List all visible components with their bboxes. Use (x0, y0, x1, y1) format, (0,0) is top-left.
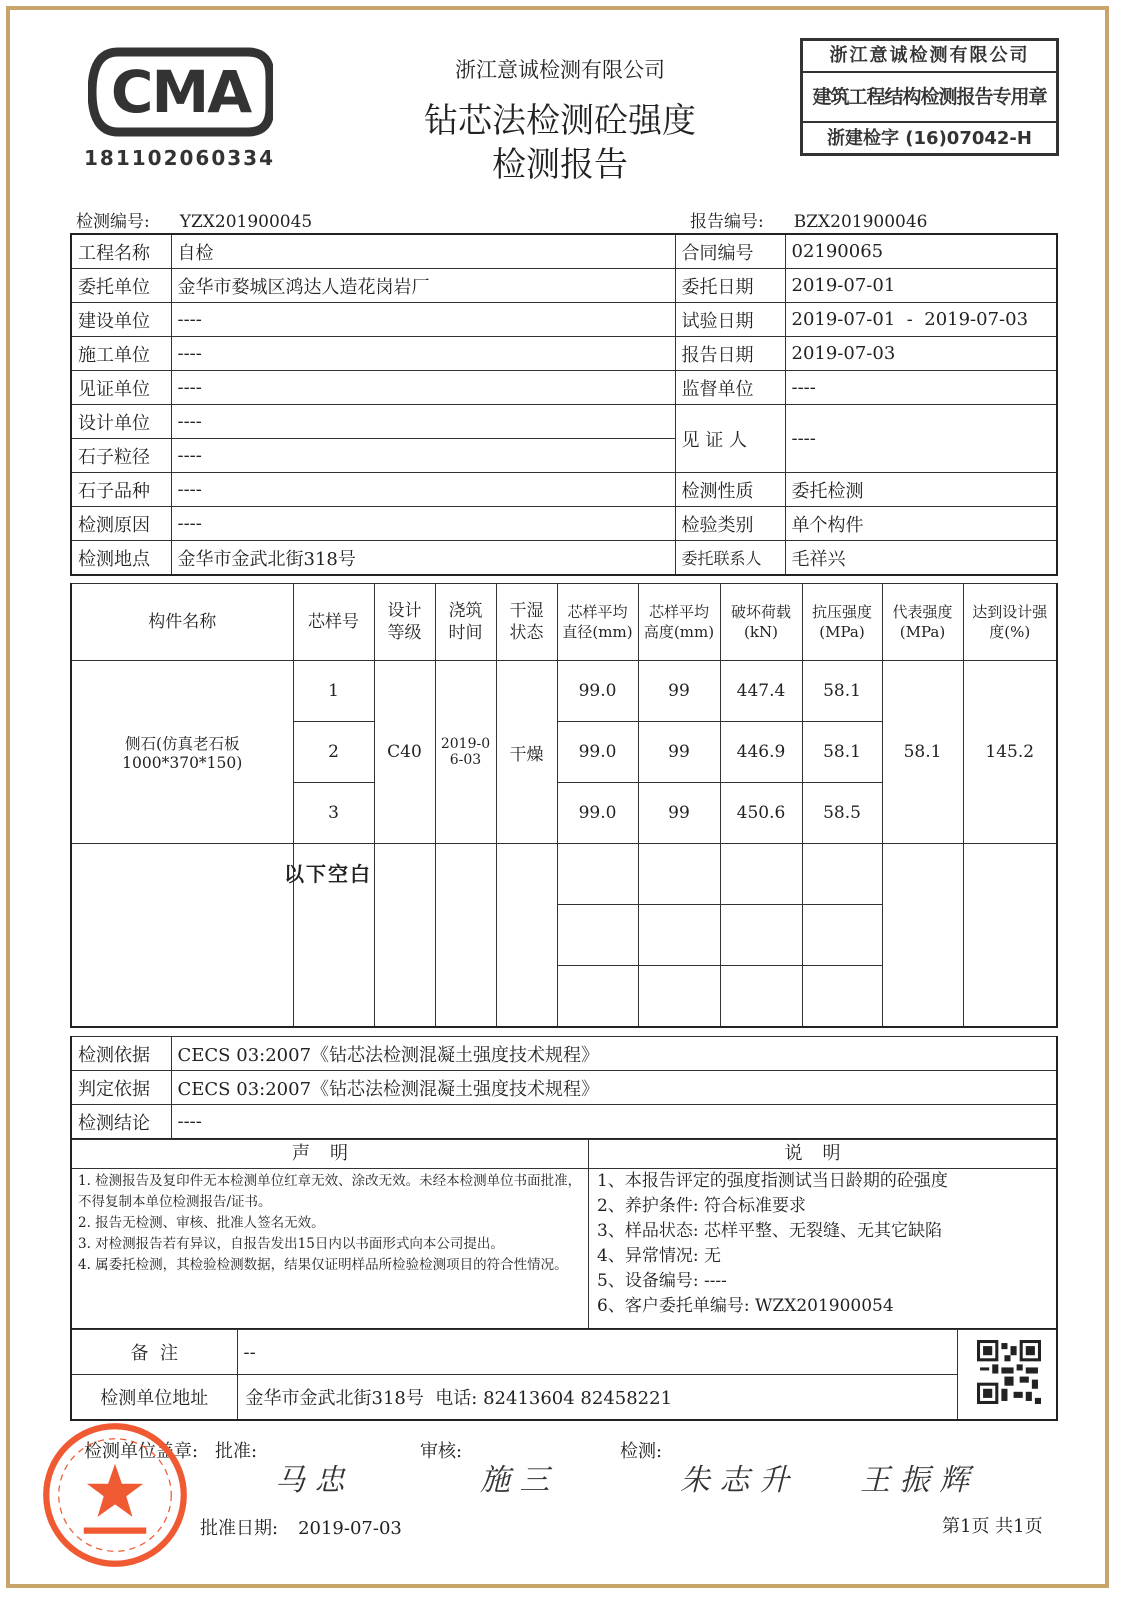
info-label: 施工单位 (71, 337, 171, 371)
report-title: 钻芯法检测砼强度 (424, 101, 696, 141)
approve-date-value: 2019-07-03 (298, 1518, 402, 1539)
address-value: 金华市金武北街318号 电话: 82413604 82458221 (245, 1388, 673, 1409)
remarks-value: -- (237, 1330, 957, 1375)
declaration-item: 3. 对检测报告若有异议，自报告发出15日内以书面形式向本公司提出。 (78, 1236, 504, 1252)
info-label: 监督单位 (675, 371, 785, 405)
notes-panel (589, 1140, 1056, 1328)
col-header: 破坏荷载(kN) (720, 584, 802, 661)
report-subtitle: 检测报告 (492, 145, 628, 185)
red-company-seal (40, 1420, 190, 1570)
seal-label: 检测单位盖章: (84, 1441, 199, 1462)
sample-row (71, 661, 1057, 722)
info-label: 试验日期 (675, 303, 785, 337)
pour-date: 2019-06-03 (435, 661, 496, 844)
height: 99 (638, 722, 720, 783)
info-value: 2019-07-03 (785, 337, 1057, 371)
info-label: 石子粒径 (71, 439, 171, 473)
basis-label: 判定依据 (71, 1071, 171, 1105)
approve-date-label: 批准日期: (200, 1518, 279, 1539)
info-row (71, 405, 1057, 439)
basis-value: CECS 03:2007《钻芯法检测混凝土强度技术规程》 (171, 1037, 1057, 1071)
report-number-value: BZX201900046 (793, 212, 928, 232)
diameter: 99.0 (557, 783, 638, 844)
info-value: ---- (171, 507, 675, 541)
info-row (71, 371, 1057, 405)
info-label: 工程名称 (71, 234, 171, 269)
info-label: 见证单位 (71, 371, 171, 405)
info-value: 2019-07-01 - 2019-07-03 (785, 303, 1057, 337)
info-label: 石子品种 (71, 473, 171, 507)
page-info: 第1页 共1页 (942, 1516, 1043, 1537)
stamp-company: 浙江意诚检测有限公司 (803, 41, 1056, 73)
info-value: 自检 (171, 234, 675, 269)
note-item: 3、样品状态: 芯样平整、无裂缝、无其它缺陷 (597, 1221, 942, 1241)
note-item: 5、设备编号: ---- (597, 1271, 727, 1291)
notes-title: 说明 (589, 1140, 1056, 1169)
declaration-item: 4. 属委托检测，其检验检测数据，结果仅证明样品所检验检测项目的符合性情况。 (78, 1257, 568, 1273)
remarks-label: 备 注 (71, 1330, 237, 1375)
witness-value: ---- (785, 405, 1057, 473)
sample-no: 1 (293, 661, 374, 722)
tester-label: 检测: (620, 1441, 663, 1462)
diameter: 99.0 (557, 722, 638, 783)
test-number-value: YZX201900045 (179, 212, 313, 232)
declaration-notes-section (70, 1139, 1058, 1330)
info-label: 委托单位 (71, 269, 171, 303)
col-header: 浇筑时间 (435, 584, 496, 661)
info-value: ---- (785, 371, 1057, 405)
info-value: ---- (171, 337, 675, 371)
strength: 58.1 (802, 661, 882, 722)
info-value: ---- (171, 371, 675, 405)
load: 450.6 (720, 783, 802, 844)
declaration-item: 1. 检测报告及复印件无本检测单位红章无效、涂改无效。未经本检测单位书面批准，不得复制本单位检测报告/证书。 (78, 1173, 582, 1210)
info-value: 2019-07-01 (785, 269, 1057, 303)
note-item: 1、本报告评定的强度指测试当日龄期的砼强度 (597, 1171, 948, 1191)
col-header: 达到设计强度(%) (963, 584, 1057, 661)
review-label: 审核: (420, 1441, 463, 1462)
info-value: 毛祥兴 (785, 541, 1057, 576)
col-header: 构件名称 (71, 584, 293, 661)
info-value: 02190065 (785, 234, 1057, 269)
info-value: 金华市金武北街318号 (171, 541, 675, 576)
info-value: ---- (171, 303, 675, 337)
strength: 58.1 (802, 722, 882, 783)
info-label: 报告日期 (675, 337, 785, 371)
info-row (71, 473, 1057, 507)
witness-label: 见 证 人 (675, 405, 785, 473)
basis-label: 检测结论 (71, 1105, 171, 1140)
info-label: 合同编号 (675, 234, 785, 269)
load: 447.4 (720, 661, 802, 722)
info-label: 检验类别 (675, 507, 785, 541)
info-value: 金华市婺城区鸿达人造花岗岩厂 (171, 269, 675, 303)
note-item: 4、异常情况: 无 (597, 1246, 721, 1266)
footer-table (70, 1329, 1058, 1421)
basis-value: ---- (171, 1105, 1057, 1140)
sample-no: 3 (293, 783, 374, 844)
info-row (71, 337, 1057, 371)
col-header: 芯样平均高度(mm) (638, 584, 720, 661)
note-item: 6、客户委托单编号: WZX201900054 (597, 1296, 894, 1316)
blank-below-note: 以下空白 (284, 862, 372, 886)
load: 446.9 (720, 722, 802, 783)
info-row (71, 507, 1057, 541)
basis-row (71, 1071, 1057, 1105)
sample-no: 2 (293, 722, 374, 783)
info-table (70, 233, 1058, 576)
results-header-row (71, 584, 1057, 661)
info-row (71, 234, 1057, 269)
declaration-title: 声明 (72, 1140, 588, 1169)
col-header: 代表强度(MPa) (882, 584, 963, 661)
col-header: 芯样号 (293, 584, 374, 661)
info-label: 委托日期 (675, 269, 785, 303)
percent-design: 145.2 (963, 661, 1057, 844)
col-header: 干湿状态 (496, 584, 557, 661)
address-row (71, 1375, 1057, 1421)
info-value: ---- (171, 405, 675, 439)
info-label: 检测原因 (71, 507, 171, 541)
company-name: 浙江意诚检测有限公司 (455, 58, 665, 82)
col-header: 芯样平均直径(mm) (557, 584, 638, 661)
approve-label: 批准: (215, 1441, 258, 1462)
info-label: 设计单位 (71, 405, 171, 439)
declaration-item: 2. 报告无检测、审核、批准人签名无效。 (78, 1215, 325, 1231)
height: 99 (638, 661, 720, 722)
moisture-state: 干燥 (496, 661, 557, 844)
member-name: 侧石(仿真老石板1000*370*150) (71, 661, 293, 844)
stamp-license: 浙建检字 (16)07042-H (827, 128, 1032, 149)
qr-code-icon (977, 1340, 1041, 1404)
cma-logo-text: CMA (110, 58, 251, 126)
info-value: 委托检测 (785, 473, 1057, 507)
declaration-panel (72, 1140, 589, 1328)
col-header: 设计等级 (374, 584, 435, 661)
diameter: 99.0 (557, 661, 638, 722)
basis-table (70, 1036, 1058, 1140)
info-row (71, 541, 1057, 576)
info-value: ---- (171, 439, 675, 473)
info-label: 检测地点 (71, 541, 171, 576)
design-grade: C40 (374, 661, 435, 844)
report-number (690, 207, 928, 232)
report-number-label: 报告编号: (690, 212, 764, 232)
stamp-purpose: 建筑工程结构检测报告专用章 (803, 73, 1056, 123)
info-label: 检测性质 (675, 473, 785, 507)
strength: 58.5 (802, 783, 882, 844)
test-number (76, 207, 312, 232)
address-cell (237, 1375, 957, 1421)
basis-row (71, 1037, 1057, 1071)
approve-date (200, 1514, 402, 1540)
tester-signature-2: 王 振 辉 (860, 1463, 970, 1498)
note-item: 2、养护条件: 符合标准要求 (597, 1196, 806, 1216)
representative-strength: 58.1 (882, 661, 963, 844)
blank-row (71, 844, 1057, 905)
tester-signature-1: 朱 志 升 (680, 1463, 790, 1498)
approver-signature: 马 忠 (275, 1463, 345, 1498)
special-stamp-box (800, 38, 1059, 156)
col-header: 抗压强度(MPa) (802, 584, 882, 661)
info-value: ---- (171, 473, 675, 507)
basis-row (71, 1105, 1057, 1140)
info-row (71, 303, 1057, 337)
info-label: 建设单位 (71, 303, 171, 337)
cma-number: 181102060334 (84, 146, 275, 170)
height: 99 (638, 783, 720, 844)
test-number-label: 检测编号: (76, 212, 150, 232)
remarks-row (71, 1330, 1057, 1375)
basis-value: CECS 03:2007《钻芯法检测混凝土强度技术规程》 (171, 1071, 1057, 1105)
address-label: 检测单位地址 (71, 1375, 237, 1421)
basis-label: 检测依据 (71, 1037, 171, 1071)
info-value: 单个构件 (785, 507, 1057, 541)
info-label: 委托联系人 (675, 541, 785, 576)
results-table (70, 583, 1058, 1028)
reviewer-signature: 施 三 (480, 1463, 550, 1498)
info-row (71, 269, 1057, 303)
